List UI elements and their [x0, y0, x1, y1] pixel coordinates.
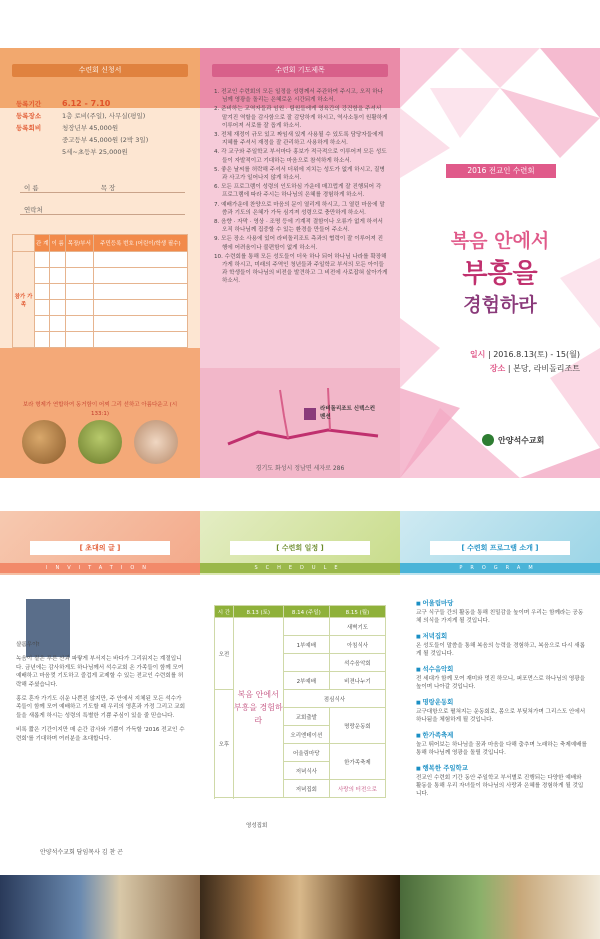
prayer-list	[214, 88, 388, 287]
table-cell: 새벽기도	[329, 618, 385, 636]
table-cell: 석수음악회	[329, 654, 385, 672]
program-heading: ■ 행복한 주일학교	[416, 764, 588, 773]
table-cell: 사랑의 터전으로	[329, 780, 385, 798]
cover-panel	[400, 48, 600, 478]
col-name: 이 름	[50, 235, 65, 252]
family-label: 참가 가족	[13, 252, 35, 348]
table-cell	[283, 654, 329, 672]
cover-title-line1: 복음 안에서	[450, 230, 550, 252]
pm-label: 오후	[215, 690, 234, 798]
map-label: 라비돌리조트 신텍스컨벤션	[320, 406, 376, 420]
program-band: PROGRAM	[400, 563, 600, 573]
bible-verse: 보라 형제가 연합하여 동거함이 어찌 그리 선하고 아름다운고 (시 133:1)	[22, 402, 178, 417]
title-label: 목 장	[100, 184, 116, 192]
registration-info	[16, 98, 191, 158]
contact-line[interactable]	[20, 205, 185, 215]
table-cell: 1부예배	[283, 636, 329, 654]
table-row[interactable]	[13, 332, 188, 348]
registration-panel	[0, 48, 200, 478]
prayer-header: 수련회 기도제목	[212, 64, 388, 77]
reg-place-label: 등록장소	[16, 112, 42, 120]
schedule-quote: 복음 안에서 부흥을 경험하라	[233, 618, 283, 798]
invite-paragraph: 녹음이 짙은 푸른 산과 파랗게 부서지는 바다가 그리워지는 계절입니다. 금년에는 감사하게도 하나님께서 석수교회 온 가족들이 함께 모여 예배하고 마음껏 기도하고 즐겁게 교제할 수 있는 전교인 수련회를 허락해 주셨습니다.	[16, 656, 184, 688]
table-cell: 저녁집회	[283, 780, 329, 798]
table-row[interactable]	[13, 300, 188, 316]
program-heading: ■ 명랑운동회	[416, 698, 588, 707]
table-cell: 한가족축제	[329, 744, 385, 780]
reg-fee-label: 등록회비	[16, 124, 42, 132]
pastor-signature: 안양석수교회 담임목사 김 찬 곤	[40, 849, 123, 856]
list-item	[416, 632, 588, 658]
table-row[interactable]	[13, 252, 188, 268]
date-value: 2016.8.13(토) - 15(월)	[493, 350, 580, 359]
reg-fee-blank-1	[16, 134, 62, 146]
schedule-panel	[200, 511, 400, 939]
place-value: 본당, 라비돌리조트	[513, 364, 580, 373]
program-heading: ■ 한가족축제	[416, 731, 588, 740]
table-cell: 저녁식사	[283, 762, 329, 780]
table-row[interactable]	[13, 284, 188, 300]
program-desc: 놀고 뛰어보는 하나님을 꿈과 마음을 다해 춤추며 노래하는 축제예배를 통해 하나님께 영광을 돌릴 것입니다.	[416, 742, 587, 756]
table-cell: 오리엔테이션	[283, 726, 329, 744]
bible-photo	[22, 420, 66, 464]
list-item	[416, 731, 588, 757]
map-road-side	[280, 390, 288, 438]
hall-photo	[200, 875, 400, 939]
church-logo	[482, 434, 544, 446]
schedule-table	[214, 605, 386, 798]
cover-title-line3: 경험하라	[463, 294, 537, 316]
list-item: 9. 모든 장소 사용에 있어 라비돌리조트 측과의 협력이 잘 이루어져 진행에 어려움이나 불편함이 없게 하소서.	[214, 236, 384, 251]
col-id: 주민등록 번호 (어린이/학생 필수)	[93, 235, 187, 252]
invitation-text	[16, 641, 186, 749]
table-cell: 점심식사	[283, 690, 385, 708]
reg-fee-value-2: 중고등부 45,000원 (2박 3일)	[62, 136, 149, 144]
registration-header: 수련회 신청서	[12, 64, 188, 77]
program-title: [ 수련회 프로그램 소개 ]	[430, 541, 570, 555]
table-cell: 비젼나누기	[329, 672, 385, 690]
col-sat: 8.13 (토)	[233, 606, 283, 618]
sat-evening-meeting: 영성집회	[246, 823, 268, 829]
schedule-band: SCHEDULE	[200, 563, 400, 573]
list-item: 3. 전체 재정이 규모 있고 짜임새 있게 사용될 수 있도록 담당자들에게 지혜를 주셔서 재정을 잘 관리하고 사용하게 하소서.	[214, 132, 384, 147]
program-heading: ■ 석수음악회	[416, 665, 588, 674]
list-item: 10. 수련회를 통해 모든 성도들이 더욱 하나 되어 하나님 나라를 확장해 가게 하시고, 미래의 주역인 청년들과 주일학교 부서의 모든 아이들과 학생들이 하나님의 비전을 발견하고 그 비전에 사로잡혀 살아가게 하소서.	[214, 253, 388, 285]
table-cell: 어울림마당	[283, 744, 329, 762]
am-label: 오전	[215, 618, 234, 690]
map-road-main	[228, 430, 378, 444]
table-cell: 명랑운동회	[329, 708, 385, 744]
reg-fee-blank-2	[16, 146, 62, 158]
col-relation: 관 계	[35, 235, 50, 252]
list-item	[416, 599, 588, 625]
prayer-panel	[200, 48, 400, 478]
list-item: 7. 예배가운데 찬양으로 마음의 문이 열리게 하시고, 그 열린 마음에 말씀과 기도의 은혜가 가득 심겨져 성령으로 충만하게 하소서.	[214, 201, 385, 216]
col-mon: 8.15 (월)	[329, 606, 385, 618]
list-item	[416, 665, 588, 691]
reg-period-label: 등록기간	[16, 100, 42, 108]
col-time: 시 간	[215, 606, 234, 618]
map-marker-icon	[304, 408, 316, 420]
reg-fee-value-1: 청장년부 45,000원	[62, 124, 119, 132]
sprout-photo	[78, 420, 122, 464]
invitation-band: INVITATION	[0, 563, 200, 573]
invite-paragraph: 샬롬우야!	[16, 642, 40, 648]
program-desc: 온 성도들이 말씀을 통해 복음의 능력을 경험하고, 복음으로 다시 새롭게 될 것입니다.	[416, 643, 586, 657]
garden-photo	[400, 875, 600, 939]
reg-place-value: 1층 로비(주일), 사무실(평일)	[62, 112, 146, 120]
program-panel	[400, 511, 600, 939]
list-item: 4. 각 교구와 주일학교 부서마다 홍보가 적극적으로 이루어져 모든 성도들이 자발적이고 기대하는 마음으로 참석하게 하소서.	[214, 149, 387, 164]
list-item	[416, 764, 588, 798]
cover-info: 일시 | 2016.8.13(토) - 15(월) 장소 | 본당, 라비돌리조트	[469, 350, 580, 373]
table-row[interactable]	[13, 268, 188, 284]
table-cell: 교회출발	[283, 708, 329, 726]
list-item	[416, 698, 588, 724]
program-heading: ■ 어울림마당	[416, 599, 588, 608]
place-label: 장소	[489, 364, 506, 373]
name-line[interactable]	[20, 183, 185, 193]
program-desc: 교구 식구들 간의 활동을 통해 친밀감을 높이며 우리는 함께라는 공동체 의식을 가지게 될 것입니다.	[416, 610, 584, 624]
list-item: 5. 좋은 날씨를 허락해 주셔서 더위에 지치는 성도가 없게 하시고, 질병과 사고가 일어나지 않게 하소서.	[214, 166, 385, 182]
date-label: 일시	[469, 350, 486, 359]
program-list	[416, 599, 588, 805]
address: 경기도 화성시 정남면 세자로 286	[255, 465, 345, 472]
program-desc: 교구대항으로 펼쳐지는 운동회로, 몸으로 부딪쳐가며 그리스도 안에서 하나됨을 체험하게 될 것입니다.	[416, 709, 586, 723]
list-item: 1. 전교인 수련회의 모든 일정을 성령께서 주관하여 주시고, 오직 하나님께 영광을 돌리는 은혜로운 시간되게 하소서.	[214, 89, 384, 104]
table-cell	[283, 618, 329, 636]
reg-period-value: 6.12 - 7.10	[62, 99, 111, 108]
table-cell: 2부예배	[283, 672, 329, 690]
name-label: 이 름	[24, 184, 39, 192]
church-logo-icon	[482, 434, 494, 446]
contact-label: 연락처	[24, 206, 43, 214]
list-item: 2. 준비하는 교역자들과 임원 · 팀원들에게 영육간의 강건함을 주셔서 맡겨진 역할을 감사함으로 잘 감당하게 하시고, 역사소통이 원활하게 이루어져 서로를 잘 돕게 하소서.	[214, 106, 388, 129]
schedule-title: [ 수련회 일정 ]	[230, 541, 370, 555]
cover-year-label: 2016 전교인 수련회	[446, 164, 556, 178]
table-row[interactable]	[13, 316, 188, 332]
reg-fee-value-3: 5세~초등부 25,000원	[62, 148, 128, 156]
resort-photo	[0, 875, 200, 939]
church-name: 안양석수교회	[498, 435, 545, 445]
program-desc: 전 세대가 함께 모여 재미와 멋진 하모니, 퍼포먼스로 하나님의 영광을 높이며 나아갈 것입니다.	[416, 676, 586, 690]
invitation-title: [ 초대의 글 ]	[30, 541, 170, 555]
col-sun: 8.14 (주일)	[283, 606, 329, 618]
list-item: 8. 음향 · 자막 · 영상 · 조명 등에 기계적 결함이나 오류가 없게 하셔서 오직 하나님께 집중할 수 있는 환경을 만들어 주소서.	[214, 219, 383, 234]
list-item: 6. 모든 프로그램이 성령의 인도하심 가운데 매끄럽게 잘 진행되어 각 프로그램에 따라 주시는 하나님의 은혜를 경험하게 하소서.	[214, 184, 382, 199]
table-corner	[13, 235, 35, 252]
table-cell: 아침식사	[329, 636, 385, 654]
invite-paragraph: 홍로 혼자 가기도 쉬운 나쁜진 않지만, 주 안에서 지체된 모든 석수가족들이 함께 모여 예배하고 기도할 때 우리의 영혼과 가정 그리고 교회들을 새롭게 하시는 성령의 특별한 기쁨 주심이 있을 줄 믿습니다.	[16, 696, 186, 719]
col-dept: 목장/부서	[65, 235, 93, 252]
location-map[interactable]	[218, 386, 382, 458]
program-desc: 전교인 수련회 기간 동안 주일학교 부서별로 진행되는 다양한 예배와 활동을 통해 우리 자녀들이 하나님의 사랑과 은혜를 경험하게 될 것입니다.	[416, 775, 584, 797]
hands-photo	[134, 420, 178, 464]
cover-title-line2: 부흥을	[462, 259, 538, 289]
cover-title	[400, 226, 600, 317]
invitation-panel	[0, 511, 200, 939]
program-heading: ■ 저녁집회	[416, 632, 588, 641]
invite-paragraph: 비록 짧은 기간이지만 매 순간 감사와 기쁨이 가득할 '2016 전교인 수련회'를 기대하며 여러분을 초대합니다.	[16, 727, 185, 742]
